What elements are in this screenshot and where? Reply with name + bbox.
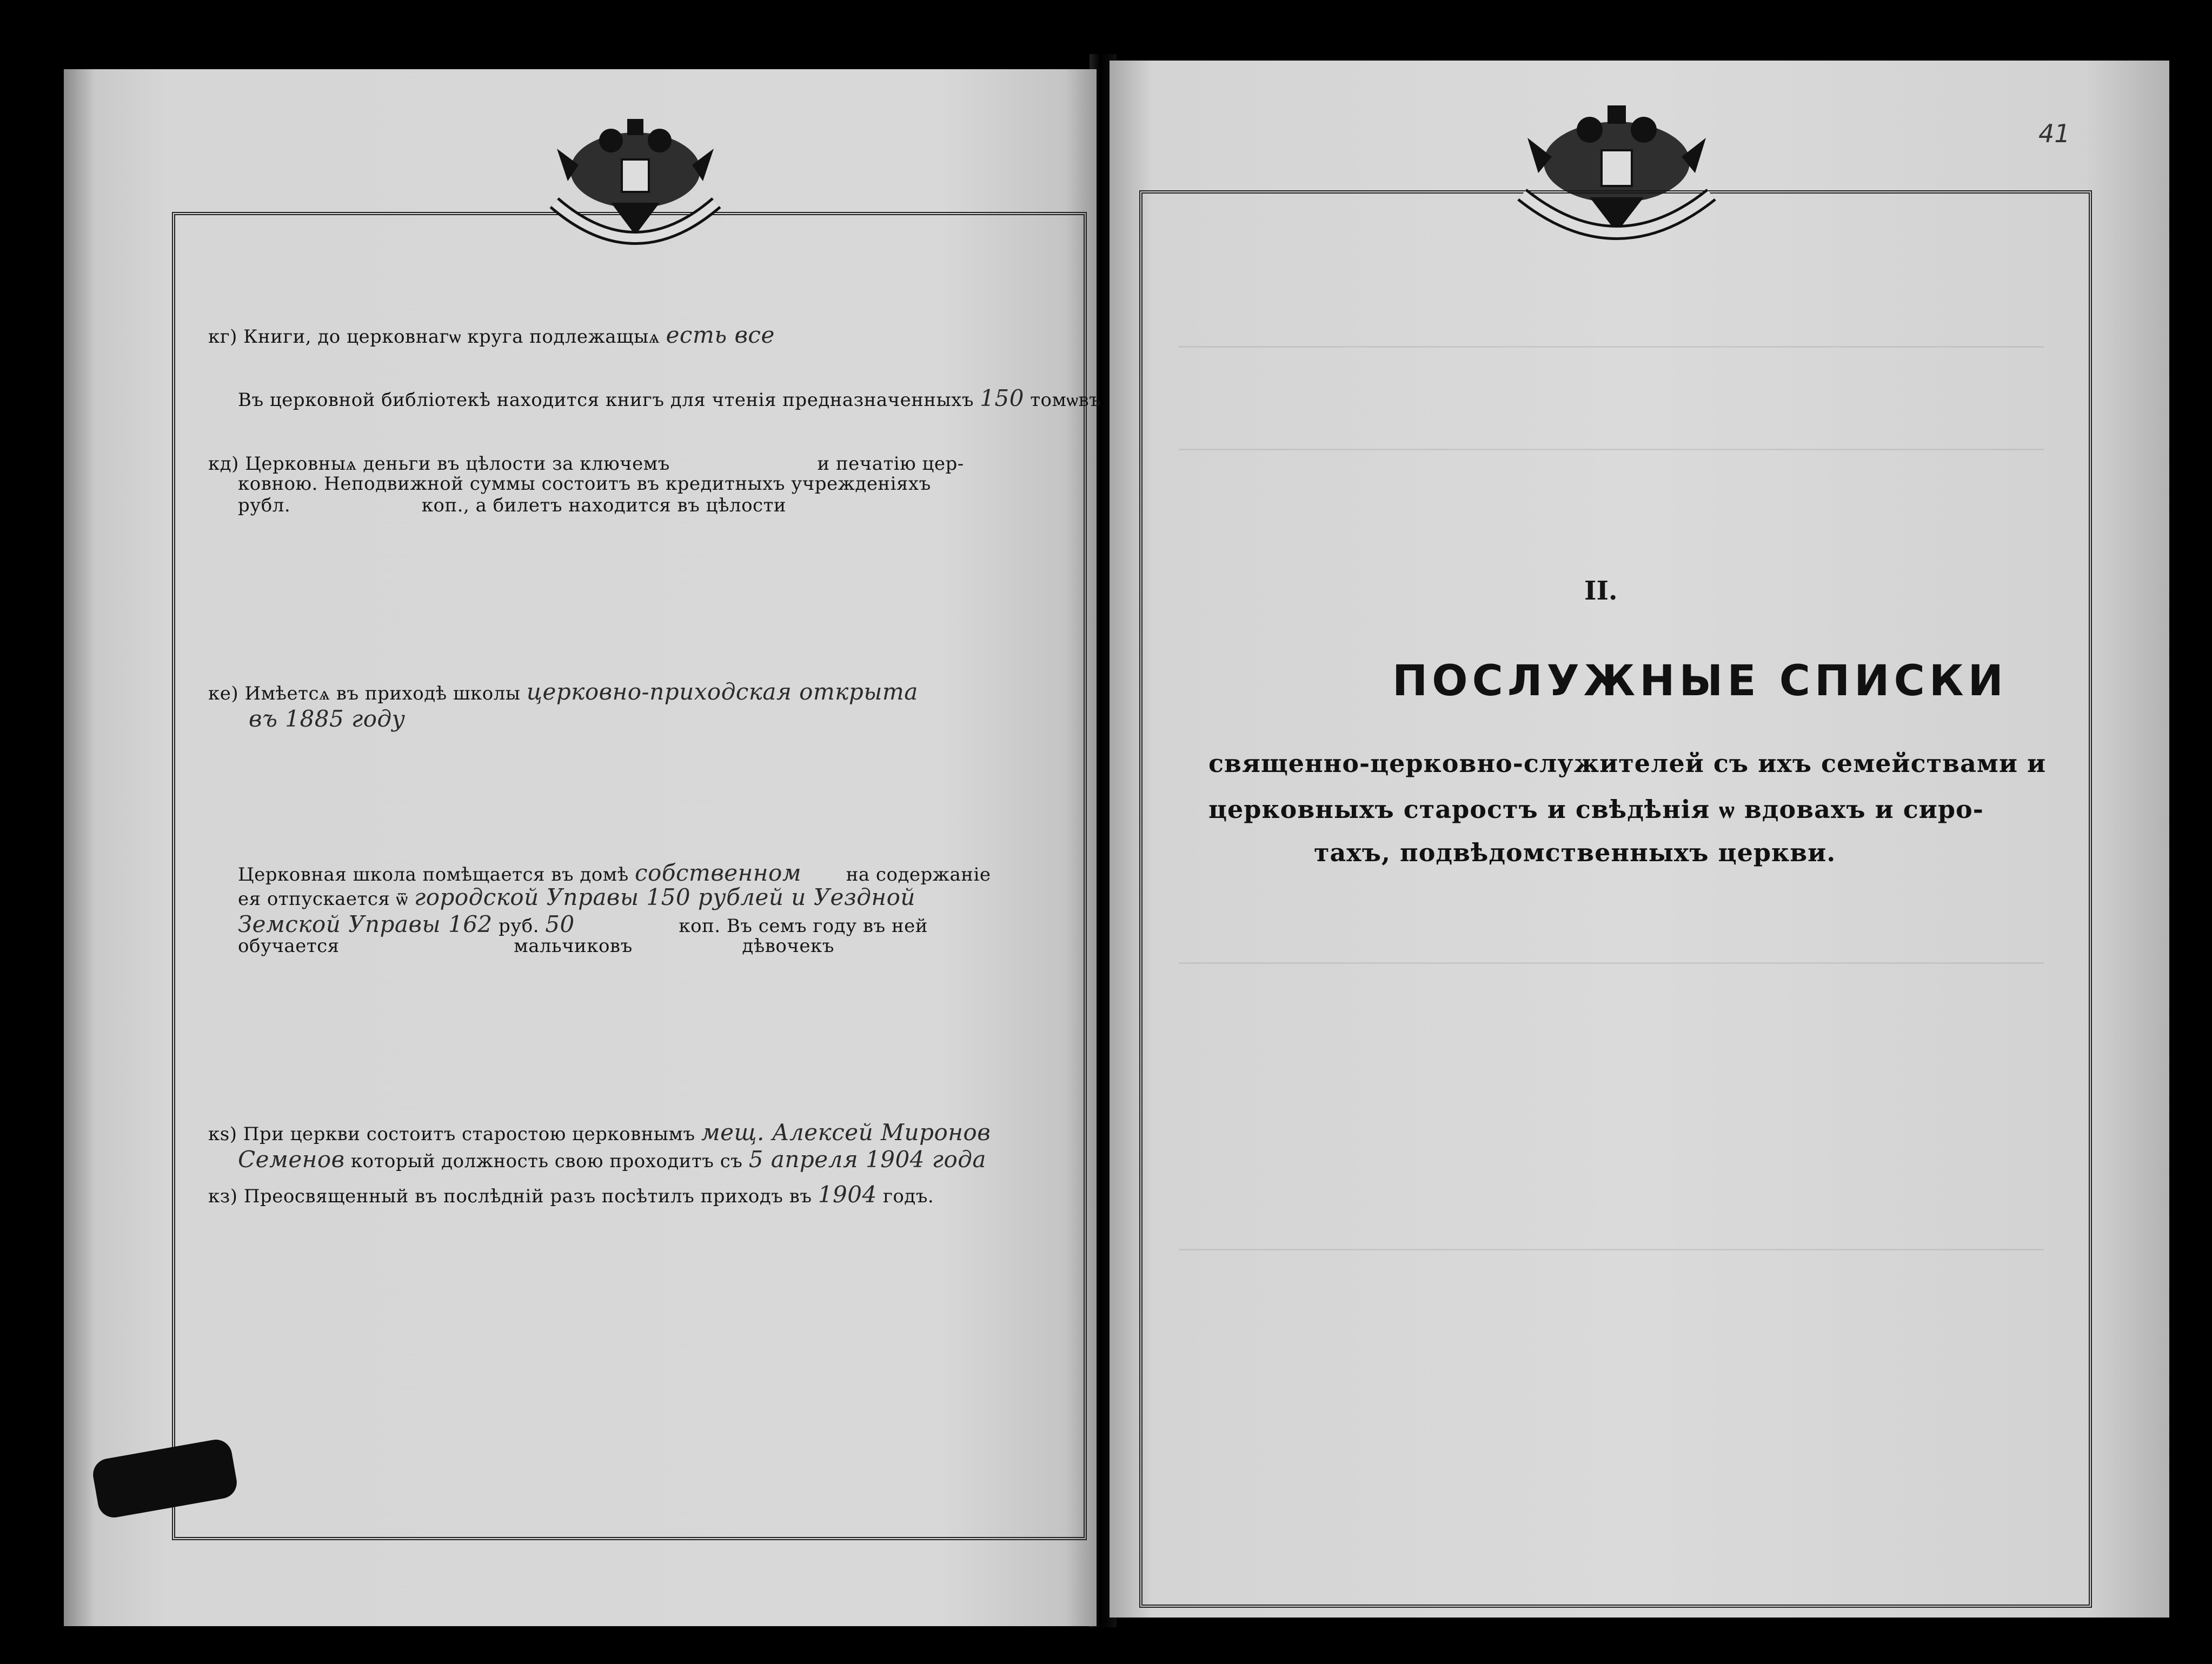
school-line4b: мальчиковъ (514, 935, 633, 957)
school-line2 (238, 884, 915, 910)
school-line4c: дѣвочекъ (742, 935, 834, 957)
library-handwritten: 150 (980, 385, 1024, 411)
imperial-eagle-crest-icon (546, 111, 725, 257)
bleed-through-line (1179, 346, 2044, 348)
school-line3-hand: Земской Управы 162 (238, 911, 493, 937)
item-ke-line1 (208, 678, 918, 705)
subtitle-line2: церковныхъ старостъ и свѣдѣнiя ѡ вдовахъ и сиро- (1208, 795, 1984, 824)
item-kg-marker: кг) (208, 326, 237, 348)
item-kd-line1 (208, 453, 964, 475)
item-kd-line1b: и печатiю цер- (817, 453, 964, 475)
item-ks-line2 (238, 1146, 986, 1173)
school-line1-hand: собственном (635, 860, 802, 886)
school-line1 (238, 860, 991, 886)
school-line1b: на содержанiе (846, 864, 991, 886)
item-ks-handwritten3: 5 апреля 1904 года (748, 1146, 986, 1173)
library-suffix: томѡвъ (1030, 389, 1101, 411)
school-line4a: обучается (238, 935, 340, 957)
imperial-eagle-crest-icon (1514, 97, 1719, 254)
item-kg-text: Книги, до церковнагѡ кругa подлежащыѧ (243, 326, 660, 348)
page-number: 41 (2038, 119, 2070, 148)
school-line4 (238, 935, 834, 957)
subtitle-line1: священно-церковно-служителей съ ихъ семействами и (1208, 749, 2047, 778)
school-line3-hand2: 50 (545, 911, 575, 937)
right-page-frame (1139, 190, 2092, 1608)
item-kz-suffix: годъ. (883, 1186, 934, 1207)
item-kd-marker: кд) (208, 453, 239, 475)
item-ke-marker: ке) (208, 683, 239, 704)
item-kz-marker: кз) (208, 1186, 238, 1207)
item-kg (208, 322, 775, 348)
item-ks-marker: кѕ) (208, 1123, 237, 1145)
item-kd-line1a: Церковныѧ деньги въ цѣлости за ключемъ (245, 453, 670, 475)
school-line3 (238, 911, 928, 937)
item-ks-handwritten1: мещ. Алексей Миронов (701, 1119, 991, 1146)
item-kz-text: Преосвященный въ послѣднiй разъ посѣтилъ приходъ въ (243, 1186, 812, 1207)
item-kd-line3a: рубл. (238, 495, 291, 516)
item-kd-line2: ковною. Неподвижной суммы состоитъ въ кредитныхъ учрежденiяхъ (238, 473, 931, 495)
item-ks-text2: который должность свою проходитъ съ (350, 1150, 743, 1172)
school-line3b: коп. Въ семъ году въ ней (679, 915, 928, 937)
library-text: Въ церковной библiотекѣ находится книгъ для чтенiя предназначенныхъ (238, 389, 974, 411)
subtitle-line3: тахъ, подвѣдомственныхъ церкви. (1314, 838, 1836, 867)
school-line3a: руб. (498, 915, 539, 937)
item-ke-handwritten2: въ 1885 году (249, 705, 406, 732)
library-line (238, 385, 1101, 411)
item-kz-handwritten: 1904 (818, 1181, 877, 1208)
school-line1a: Церковная школа помѣщается въ домѣ (238, 864, 629, 886)
item-ke-handwritten1: церковно-приходская открыта (526, 678, 918, 705)
school-line2-hand: городской Управы 150 рублей и Уездной (414, 884, 915, 910)
item-ks-handwritten2: Семенов (238, 1146, 345, 1173)
school-line2a: ея отпускается ѿ (238, 888, 408, 910)
item-kz (208, 1181, 934, 1208)
item-kd-line3 (238, 495, 786, 516)
item-ks-line1 (208, 1119, 991, 1146)
page-title: ПОСЛУЖНЫЕ СПИСКИ (1392, 657, 2008, 705)
bleed-through-line (1179, 1249, 2044, 1250)
section-numeral: II. (1584, 576, 1618, 606)
item-ke-text: Имѣетсѧ въ приходѣ школы (244, 683, 521, 704)
bleed-through-line (1179, 962, 2044, 964)
item-ks-text: При церкви состоитъ старостою церковнымъ (243, 1123, 695, 1145)
item-kg-handwritten: есть все (666, 322, 775, 348)
bleed-through-line (1179, 449, 2044, 450)
item-kd-line3b: коп., а билетъ находится въ цѣлости (421, 495, 787, 516)
